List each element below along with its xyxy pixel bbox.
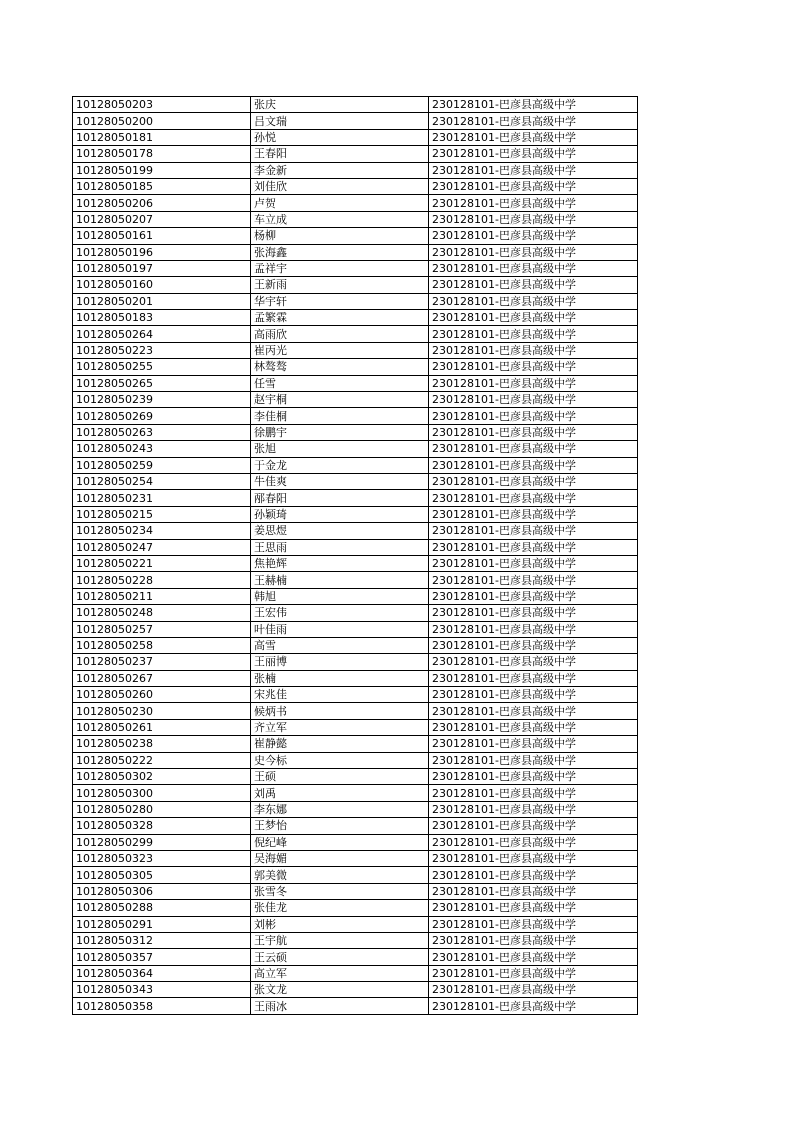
- school-cell: 230128101-巴彦县高级中学: [429, 457, 638, 473]
- school-cell: 230128101-巴彦县高级中学: [429, 736, 638, 752]
- student-name-cell: 刘佳欣: [251, 178, 429, 194]
- table-row: [73, 162, 638, 178]
- table-row: [73, 375, 638, 391]
- school-cell: 230128101-巴彦县高级中学: [429, 998, 638, 1014]
- exam-id-cell: 10128050288: [73, 900, 251, 916]
- exam-id-cell: 10128050215: [73, 506, 251, 522]
- student-name-cell: 孙悦: [251, 129, 429, 145]
- exam-id-cell: 10128050160: [73, 277, 251, 293]
- school-cell: 230128101-巴彦县高级中学: [429, 982, 638, 998]
- school-cell: 230128101-巴彦县高级中学: [429, 916, 638, 932]
- table-row: [73, 523, 638, 539]
- exam-id-cell: 10128050299: [73, 834, 251, 850]
- student-name-cell: 张庆: [251, 97, 429, 113]
- table-row: [73, 408, 638, 424]
- school-cell: 230128101-巴彦县高级中学: [429, 932, 638, 948]
- exam-id-cell: 10128050258: [73, 637, 251, 653]
- table-row: [73, 867, 638, 883]
- student-name-cell: 牛佳爽: [251, 473, 429, 489]
- exam-id-cell: 10128050269: [73, 408, 251, 424]
- student-name-cell: 王宇航: [251, 932, 429, 948]
- table-row: [73, 310, 638, 326]
- student-name-cell: 宋兆佳: [251, 687, 429, 703]
- student-name-cell: 姜思煜: [251, 523, 429, 539]
- exam-id-cell: 10128050302: [73, 769, 251, 785]
- student-name-cell: 张佳龙: [251, 900, 429, 916]
- school-cell: 230128101-巴彦县高级中学: [429, 621, 638, 637]
- school-cell: 230128101-巴彦县高级中学: [429, 752, 638, 768]
- school-cell: 230128101-巴彦县高级中学: [429, 129, 638, 145]
- exam-id-cell: 10128050300: [73, 785, 251, 801]
- exam-id-cell: 10128050305: [73, 867, 251, 883]
- table-row: [73, 949, 638, 965]
- school-cell: 230128101-巴彦县高级中学: [429, 654, 638, 670]
- table-row: [73, 818, 638, 834]
- student-name-cell: 王思雨: [251, 539, 429, 555]
- school-cell: 230128101-巴彦县高级中学: [429, 326, 638, 342]
- student-name-cell: 邴春阳: [251, 490, 429, 506]
- student-name-cell: 徐鹏宇: [251, 424, 429, 440]
- table-row: [73, 506, 638, 522]
- school-cell: 230128101-巴彦县高级中学: [429, 97, 638, 113]
- exam-id-cell: 10128050260: [73, 687, 251, 703]
- student-name-cell: 李东娜: [251, 801, 429, 817]
- student-name-cell: 崔静懿: [251, 736, 429, 752]
- exam-id-cell: 10128050223: [73, 342, 251, 358]
- exam-id-cell: 10128050221: [73, 555, 251, 571]
- table-row: [73, 982, 638, 998]
- table-row: [73, 129, 638, 145]
- table-row: [73, 326, 638, 342]
- table-row: [73, 473, 638, 489]
- school-cell: 230128101-巴彦县高级中学: [429, 211, 638, 227]
- table-row: [73, 572, 638, 588]
- exam-id-cell: 10128050203: [73, 97, 251, 113]
- school-cell: 230128101-巴彦县高级中学: [429, 555, 638, 571]
- table-row: [73, 113, 638, 129]
- exam-id-cell: 10128050200: [73, 113, 251, 129]
- school-cell: 230128101-巴彦县高级中学: [429, 424, 638, 440]
- student-name-cell: 赵宇桐: [251, 392, 429, 408]
- student-name-cell: 王春阳: [251, 146, 429, 162]
- table-row: [73, 900, 638, 916]
- school-cell: 230128101-巴彦县高级中学: [429, 113, 638, 129]
- school-cell: 230128101-巴彦县高级中学: [429, 605, 638, 621]
- school-cell: 230128101-巴彦县高级中学: [429, 883, 638, 899]
- exam-id-cell: 10128050280: [73, 801, 251, 817]
- exam-id-cell: 10128050183: [73, 310, 251, 326]
- student-table: [72, 96, 638, 1015]
- student-name-cell: 王雨冰: [251, 998, 429, 1014]
- table-row: [73, 441, 638, 457]
- student-name-cell: 孙颖琦: [251, 506, 429, 522]
- exam-id-cell: 10128050265: [73, 375, 251, 391]
- exam-id-cell: 10128050248: [73, 605, 251, 621]
- school-cell: 230128101-巴彦县高级中学: [429, 949, 638, 965]
- school-cell: 230128101-巴彦县高级中学: [429, 719, 638, 735]
- table-row: [73, 293, 638, 309]
- table-row: [73, 605, 638, 621]
- exam-id-cell: 10128050312: [73, 932, 251, 948]
- table-row: [73, 392, 638, 408]
- exam-id-cell: 10128050261: [73, 719, 251, 735]
- student-name-cell: 史今标: [251, 752, 429, 768]
- table-row: [73, 146, 638, 162]
- student-name-cell: 王云硕: [251, 949, 429, 965]
- table-row: [73, 687, 638, 703]
- table-row: [73, 424, 638, 440]
- school-cell: 230128101-巴彦县高级中学: [429, 801, 638, 817]
- table-row: [73, 654, 638, 670]
- school-cell: 230128101-巴彦县高级中学: [429, 293, 638, 309]
- student-name-cell: 张文龙: [251, 982, 429, 998]
- table-row: [73, 490, 638, 506]
- student-name-cell: 张旭: [251, 441, 429, 457]
- table-row: [73, 916, 638, 932]
- student-name-cell: 王梦怡: [251, 818, 429, 834]
- table-row: [73, 342, 638, 358]
- student-name-cell: 林骜骜: [251, 359, 429, 375]
- school-cell: 230128101-巴彦县高级中学: [429, 834, 638, 850]
- table-row: [73, 834, 638, 850]
- school-cell: 230128101-巴彦县高级中学: [429, 244, 638, 260]
- table-row: [73, 588, 638, 604]
- school-cell: 230128101-巴彦县高级中学: [429, 965, 638, 981]
- table-row: [73, 211, 638, 227]
- table-row: [73, 260, 638, 276]
- exam-id-cell: 10128050247: [73, 539, 251, 555]
- exam-id-cell: 10128050237: [73, 654, 251, 670]
- table-row: [73, 244, 638, 260]
- school-cell: 230128101-巴彦县高级中学: [429, 818, 638, 834]
- student-name-cell: 郭美微: [251, 867, 429, 883]
- table-row: [73, 359, 638, 375]
- school-cell: 230128101-巴彦县高级中学: [429, 588, 638, 604]
- student-name-cell: 刘彬: [251, 916, 429, 932]
- school-cell: 230128101-巴彦县高级中学: [429, 687, 638, 703]
- student-name-cell: 王硕: [251, 769, 429, 785]
- exam-id-cell: 10128050178: [73, 146, 251, 162]
- student-name-cell: 张楠: [251, 670, 429, 686]
- table-row: [73, 637, 638, 653]
- student-name-cell: 孟繁霖: [251, 310, 429, 326]
- exam-id-cell: 10128050201: [73, 293, 251, 309]
- student-name-cell: 张雪冬: [251, 883, 429, 899]
- student-name-cell: 吕文瑞: [251, 113, 429, 129]
- school-cell: 230128101-巴彦县高级中学: [429, 670, 638, 686]
- school-cell: 230128101-巴彦县高级中学: [429, 162, 638, 178]
- student-name-cell: 倪纪峰: [251, 834, 429, 850]
- table-row: [73, 752, 638, 768]
- exam-id-cell: 10128050161: [73, 228, 251, 244]
- student-name-cell: 高雪: [251, 637, 429, 653]
- exam-id-cell: 10128050206: [73, 195, 251, 211]
- school-cell: 230128101-巴彦县高级中学: [429, 523, 638, 539]
- exam-id-cell: 10128050357: [73, 949, 251, 965]
- school-cell: 230128101-巴彦县高级中学: [429, 375, 638, 391]
- exam-id-cell: 10128050234: [73, 523, 251, 539]
- table-row: [73, 769, 638, 785]
- student-name-cell: 王宏伟: [251, 605, 429, 621]
- school-cell: 230128101-巴彦县高级中学: [429, 342, 638, 358]
- student-name-cell: 候炳书: [251, 703, 429, 719]
- exam-id-cell: 10128050255: [73, 359, 251, 375]
- student-name-cell: 王赫楠: [251, 572, 429, 588]
- student-name-cell: 车立成: [251, 211, 429, 227]
- student-name-cell: 崔丙光: [251, 342, 429, 358]
- exam-id-cell: 10128050228: [73, 572, 251, 588]
- table-row: [73, 785, 638, 801]
- student-name-cell: 韩旭: [251, 588, 429, 604]
- school-cell: 230128101-巴彦县高级中学: [429, 867, 638, 883]
- table-row: [73, 621, 638, 637]
- table-row: [73, 178, 638, 194]
- school-cell: 230128101-巴彦县高级中学: [429, 506, 638, 522]
- exam-id-cell: 10128050239: [73, 392, 251, 408]
- table-row: [73, 703, 638, 719]
- table-row: [73, 965, 638, 981]
- exam-id-cell: 10128050267: [73, 670, 251, 686]
- student-name-cell: 卢贺: [251, 195, 429, 211]
- exam-id-cell: 10128050243: [73, 441, 251, 457]
- school-cell: 230128101-巴彦县高级中学: [429, 850, 638, 866]
- exam-id-cell: 10128050264: [73, 326, 251, 342]
- exam-id-cell: 10128050222: [73, 752, 251, 768]
- student-name-cell: 高立军: [251, 965, 429, 981]
- table-row: [73, 670, 638, 686]
- exam-id-cell: 10128050328: [73, 818, 251, 834]
- student-name-cell: 张海鑫: [251, 244, 429, 260]
- table-row: [73, 228, 638, 244]
- student-name-cell: 杨柳: [251, 228, 429, 244]
- school-cell: 230128101-巴彦县高级中学: [429, 310, 638, 326]
- table-row: [73, 457, 638, 473]
- school-cell: 230128101-巴彦县高级中学: [429, 900, 638, 916]
- table-row: [73, 998, 638, 1014]
- school-cell: 230128101-巴彦县高级中学: [429, 539, 638, 555]
- table-row: [73, 277, 638, 293]
- student-name-cell: 刘禹: [251, 785, 429, 801]
- table-row: [73, 801, 638, 817]
- school-cell: 230128101-巴彦县高级中学: [429, 359, 638, 375]
- exam-id-cell: 10128050306: [73, 883, 251, 899]
- school-cell: 230128101-巴彦县高级中学: [429, 703, 638, 719]
- table-row: [73, 97, 638, 113]
- school-cell: 230128101-巴彦县高级中学: [429, 572, 638, 588]
- school-cell: 230128101-巴彦县高级中学: [429, 392, 638, 408]
- school-cell: 230128101-巴彦县高级中学: [429, 490, 638, 506]
- exam-id-cell: 10128050358: [73, 998, 251, 1014]
- school-cell: 230128101-巴彦县高级中学: [429, 146, 638, 162]
- exam-id-cell: 10128050211: [73, 588, 251, 604]
- school-cell: 230128101-巴彦县高级中学: [429, 260, 638, 276]
- exam-id-cell: 10128050364: [73, 965, 251, 981]
- table-row: [73, 850, 638, 866]
- exam-id-cell: 10128050230: [73, 703, 251, 719]
- student-name-cell: 李佳桐: [251, 408, 429, 424]
- student-name-cell: 李金新: [251, 162, 429, 178]
- exam-id-cell: 10128050263: [73, 424, 251, 440]
- student-name-cell: 齐立军: [251, 719, 429, 735]
- exam-id-cell: 10128050199: [73, 162, 251, 178]
- student-name-cell: 高雨欣: [251, 326, 429, 342]
- school-cell: 230128101-巴彦县高级中学: [429, 178, 638, 194]
- school-cell: 230128101-巴彦县高级中学: [429, 408, 638, 424]
- school-cell: 230128101-巴彦县高级中学: [429, 228, 638, 244]
- table-row: [73, 555, 638, 571]
- table-row: [73, 195, 638, 211]
- student-name-cell: 王丽博: [251, 654, 429, 670]
- table-body: [73, 97, 638, 1015]
- school-cell: 230128101-巴彦县高级中学: [429, 473, 638, 489]
- student-name-cell: 叶佳雨: [251, 621, 429, 637]
- exam-id-cell: 10128050254: [73, 473, 251, 489]
- school-cell: 230128101-巴彦县高级中学: [429, 277, 638, 293]
- table-row: [73, 883, 638, 899]
- exam-id-cell: 10128050291: [73, 916, 251, 932]
- table-row: [73, 539, 638, 555]
- exam-id-cell: 10128050231: [73, 490, 251, 506]
- exam-id-cell: 10128050197: [73, 260, 251, 276]
- school-cell: 230128101-巴彦县高级中学: [429, 769, 638, 785]
- exam-id-cell: 10128050238: [73, 736, 251, 752]
- student-name-cell: 焦艳辉: [251, 555, 429, 571]
- table-row: [73, 932, 638, 948]
- school-cell: 230128101-巴彦县高级中学: [429, 195, 638, 211]
- table-row: [73, 736, 638, 752]
- exam-id-cell: 10128050185: [73, 178, 251, 194]
- exam-id-cell: 10128050259: [73, 457, 251, 473]
- student-name-cell: 王新雨: [251, 277, 429, 293]
- exam-id-cell: 10128050196: [73, 244, 251, 260]
- student-name-cell: 华宇轩: [251, 293, 429, 309]
- student-name-cell: 于金龙: [251, 457, 429, 473]
- exam-id-cell: 10128050181: [73, 129, 251, 145]
- student-name-cell: 孟祥宇: [251, 260, 429, 276]
- school-cell: 230128101-巴彦县高级中学: [429, 637, 638, 653]
- school-cell: 230128101-巴彦县高级中学: [429, 441, 638, 457]
- exam-id-cell: 10128050257: [73, 621, 251, 637]
- student-name-cell: 任雪: [251, 375, 429, 391]
- exam-id-cell: 10128050323: [73, 850, 251, 866]
- school-cell: 230128101-巴彦县高级中学: [429, 785, 638, 801]
- table-row: [73, 719, 638, 735]
- exam-id-cell: 10128050343: [73, 982, 251, 998]
- student-name-cell: 吴海媚: [251, 850, 429, 866]
- exam-id-cell: 10128050207: [73, 211, 251, 227]
